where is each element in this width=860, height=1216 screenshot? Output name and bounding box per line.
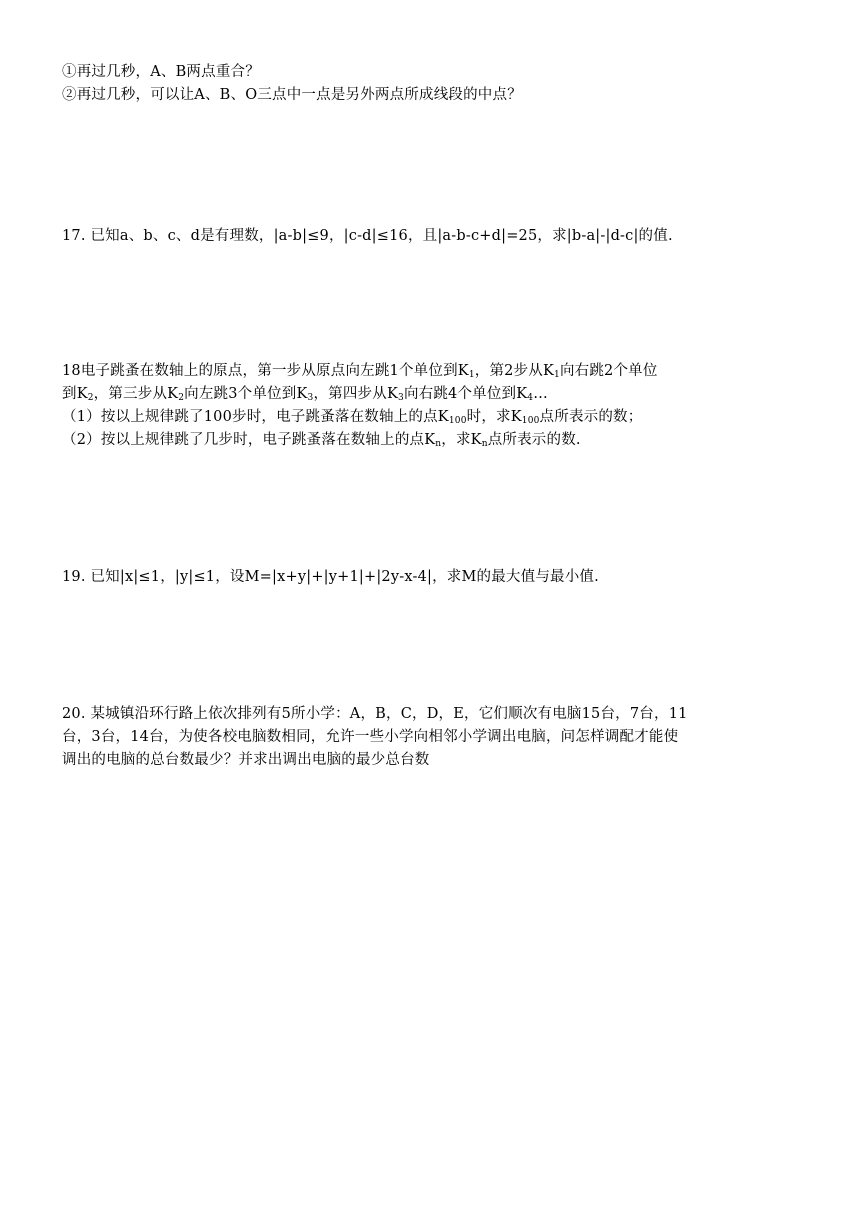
question-18-part-2: （2）按以上规律跳了几步时，电子跳蚤落在数轴上的点$K_n$，求$K_n$点所表示的数.	[62, 432, 581, 449]
question-18-line-2: 到$K_2$，第三步从$K_2$向左跳3个单位到$K_3$，第四步从$K_3$向右跳4个单位到$K_4\dots$	[62, 386, 548, 403]
question-18-part-1: （1）按以上规律跳了100步时，电子跳蚤落在数轴上的点$K_{100}$时，求$K_{100}$点所表示的数；	[62, 409, 643, 426]
question-18-line-1: 18电子跳蚤在数轴上的原点，第一步从原点向左跳1个单位到$K_1$，第2步从$K_1$向右跳2个单位	[62, 363, 658, 380]
question-19: 19. 已知|x|≤1，|y|≤1，设M=|x+y|+|y+1|+|2y-x-4|，求M的最大值与最小值.	[62, 569, 599, 585]
question-20-line-2: 台，3台，14台，为使各校电脑数相同，允许一些小学向相邻小学调出电脑，问怎样调配才能使	[62, 729, 679, 745]
sub-question-2: ②再过几秒，可以让A、B、O三点中一点是另外两点所成线段的中点？	[62, 87, 522, 103]
question-20-line-3: 调出的电脑的总台数最少？并求出调出电脑的最少总台数	[62, 752, 430, 768]
sub-question-1: ①再过几秒，A、B两点重合？	[62, 64, 260, 80]
question-20-line-1: 20. 某城镇沿环行路上依次排列有5所小学：A，B，C，D，E，它们顺次有电脑15台，7台，11	[62, 706, 688, 722]
question-17: 17. 已知a、b、c、d是有理数，|a-b|≤9，|c-d|≤16，且|a-b-c+d|=25，求|b-a|-|d-c|的值.	[62, 228, 673, 244]
